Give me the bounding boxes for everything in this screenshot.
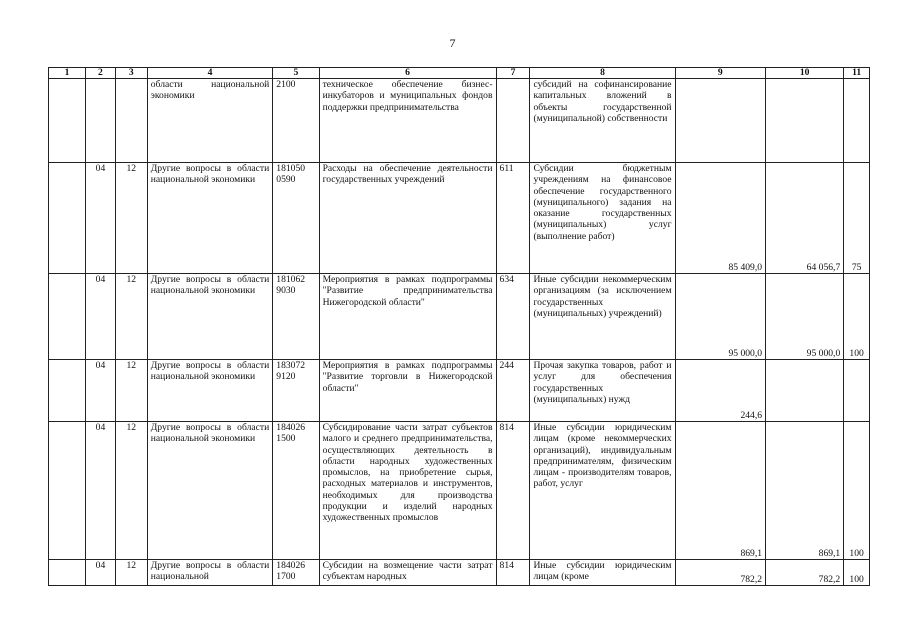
column-header: 5 bbox=[273, 68, 319, 79]
cell-planned: 782,2 bbox=[675, 560, 766, 586]
cell-expense-name: Субсидии бюджетным учреждениям на финансовое обеспечение государственного (муниципального) задания на оказание государственных (муниципальных) услуг (выполнение работ) bbox=[530, 163, 675, 274]
cell-number bbox=[49, 560, 86, 586]
column-header: 7 bbox=[496, 68, 530, 79]
cell-planned bbox=[675, 79, 766, 163]
cell-executed: 95 000,0 bbox=[766, 274, 844, 360]
column-header: 9 bbox=[675, 68, 766, 79]
column-header: 10 bbox=[766, 68, 844, 79]
cell-expense-code: 814 bbox=[496, 422, 530, 560]
table-row bbox=[49, 560, 870, 586]
cell-subsection: 12 bbox=[115, 560, 147, 586]
cell-percent bbox=[844, 360, 870, 422]
cell-subsection: 12 bbox=[115, 422, 147, 560]
cell-number bbox=[49, 360, 86, 422]
column-header: 6 bbox=[319, 68, 496, 79]
cell-target-code: 2100 bbox=[273, 79, 319, 163]
cell-executed: 869,1 bbox=[766, 422, 844, 560]
column-header: 11 bbox=[844, 68, 870, 79]
cell-subsection: 12 bbox=[115, 360, 147, 422]
cell-number bbox=[49, 274, 86, 360]
cell-target-name: Мероприятия в рамках подпрограммы "Развитие торговли в Нижегородской области" bbox=[319, 360, 496, 422]
cell-section: 04 bbox=[86, 360, 116, 422]
column-header: 1 bbox=[49, 68, 86, 79]
cell-executed: 64 056,7 bbox=[766, 163, 844, 274]
cell-expense-name: Прочая закупка товаров, работ и услуг для обеспечения государственных (муниципальных) нужд bbox=[530, 360, 675, 422]
cell-executed bbox=[766, 360, 844, 422]
cell-expense-code: 244 bbox=[496, 360, 530, 422]
cell-planned: 244,6 bbox=[675, 360, 766, 422]
cell-subsection: 12 bbox=[115, 163, 147, 274]
cell-section: 04 bbox=[86, 274, 116, 360]
cell-percent: 75 bbox=[844, 163, 870, 274]
cell-section-name: Другие вопросы в области национальной экономики bbox=[147, 163, 273, 274]
cell-number bbox=[49, 79, 86, 163]
cell-target-code: 184026 1700 bbox=[273, 560, 319, 586]
cell-subsection bbox=[115, 79, 147, 163]
cell-section-name: Другие вопросы в области национальной экономики bbox=[147, 274, 273, 360]
column-header: 4 bbox=[147, 68, 273, 79]
budget-table bbox=[48, 67, 870, 586]
cell-executed bbox=[766, 79, 844, 163]
column-header: 2 bbox=[86, 68, 116, 79]
cell-number bbox=[49, 422, 86, 560]
cell-percent: 100 bbox=[844, 274, 870, 360]
cell-expense-name: Иные субсидии юридическим лицам (кроме bbox=[530, 560, 675, 586]
table-row bbox=[49, 360, 870, 422]
cell-section-name: Другие вопросы в области национальной bbox=[147, 560, 273, 586]
cell-section bbox=[86, 79, 116, 163]
cell-expense-code: 611 bbox=[496, 163, 530, 274]
header-row bbox=[49, 68, 870, 79]
cell-target-code: 181050 0590 bbox=[273, 163, 319, 274]
cell-target-name: Субсидии на возмещение части затрат субъектам народных bbox=[319, 560, 496, 586]
cell-subsection: 12 bbox=[115, 274, 147, 360]
cell-section: 04 bbox=[86, 560, 116, 586]
cell-number bbox=[49, 163, 86, 274]
cell-target-code: 181062 9030 bbox=[273, 274, 319, 360]
cell-section-name: Другие вопросы в области национальной экономики bbox=[147, 360, 273, 422]
cell-target-code: 184026 1500 bbox=[273, 422, 319, 560]
cell-percent bbox=[844, 79, 870, 163]
cell-target-name: Мероприятия в рамках подпрограммы "Развитие предпринимательства Нижегородской области" bbox=[319, 274, 496, 360]
cell-percent: 100 bbox=[844, 422, 870, 560]
cell-executed: 782,2 bbox=[766, 560, 844, 586]
cell-target-name: Субсидирование части затрат субъектов малого и среднего предпринимательства, осуществляющих деятельность в области народных художественных промыслов, на приобретение сырья, расходных материалов и инструментов, необходимых для производства продукции и изделий народных художественных промыслов bbox=[319, 422, 496, 560]
table-row bbox=[49, 422, 870, 560]
cell-expense-name: Иные субсидии юридическим лицам (кроме некоммерческих организаций), индивидуальным предпринимателям, физическим лицам - производителям товаров, работ, услуг bbox=[530, 422, 675, 560]
column-header: 3 bbox=[115, 68, 147, 79]
cell-target-code: 183072 9120 bbox=[273, 360, 319, 422]
cell-planned: 869,1 bbox=[675, 422, 766, 560]
cell-expense-code: 634 bbox=[496, 274, 530, 360]
cell-target-name: техническое обеспечение бизнес-инкубаторов и муниципальных фондов поддержки предпринимательства bbox=[319, 79, 496, 163]
cell-section: 04 bbox=[86, 422, 116, 560]
cell-section-name: Другие вопросы в области национальной экономики bbox=[147, 422, 273, 560]
column-header: 8 bbox=[530, 68, 675, 79]
cell-percent: 100 bbox=[844, 560, 870, 586]
cell-planned: 95 000,0 bbox=[675, 274, 766, 360]
cell-planned: 85 409,0 bbox=[675, 163, 766, 274]
table-row bbox=[49, 163, 870, 274]
cell-expense-name: Иные субсидии некоммерческим организациям (за исключением государственных (муниципальных) учреждений) bbox=[530, 274, 675, 360]
cell-section-name: области национальной экономики bbox=[147, 79, 273, 163]
cell-expense-code bbox=[496, 79, 530, 163]
table-row bbox=[49, 79, 870, 163]
table-row bbox=[49, 274, 870, 360]
page-number: 7 bbox=[449, 36, 456, 50]
cell-section: 04 bbox=[86, 163, 116, 274]
cell-target-name: Расходы на обеспечение деятельности государственных учреждений bbox=[319, 163, 496, 274]
cell-expense-name: субсидий на софинансирование капитальных вложений в объекты государственной (муниципальной) собственности bbox=[530, 79, 675, 163]
cell-expense-code: 814 bbox=[496, 560, 530, 586]
